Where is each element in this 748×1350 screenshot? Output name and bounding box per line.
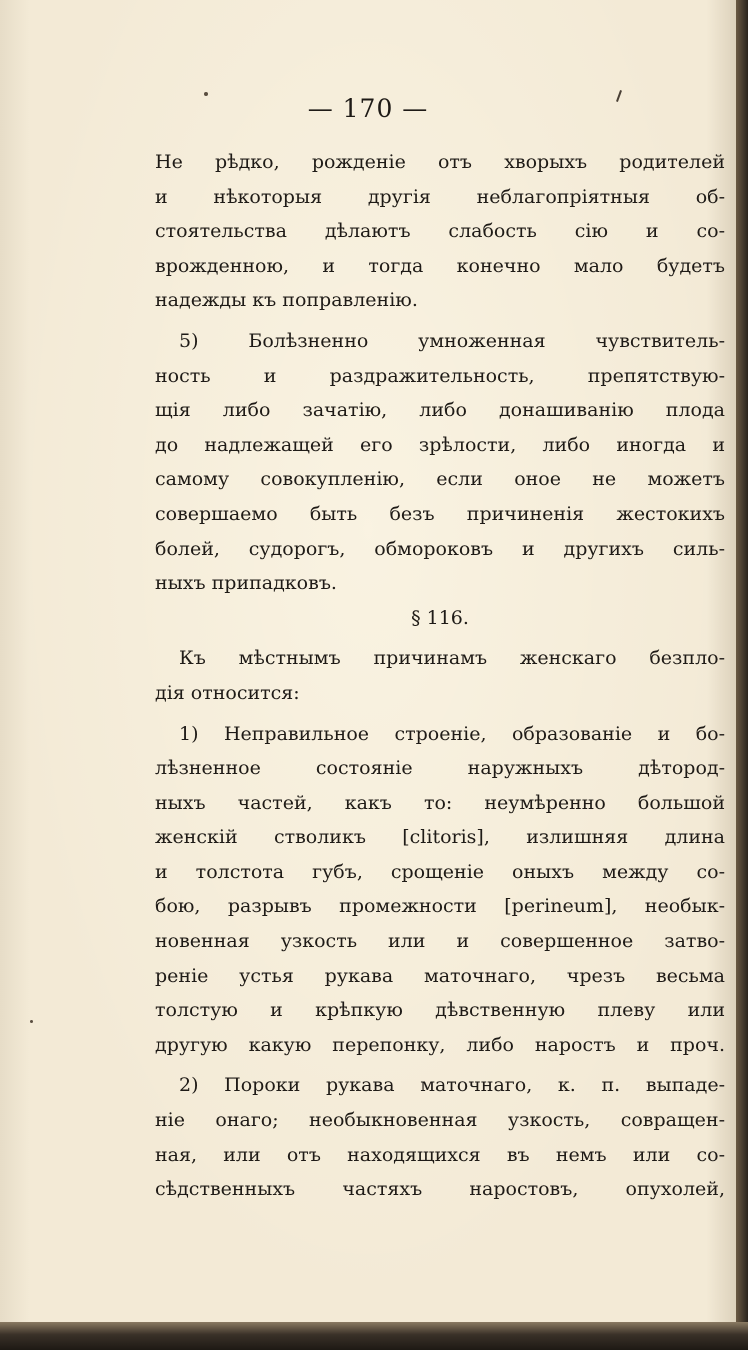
text-line: стоятельства дѣлаютъ слабость сію и со- xyxy=(155,220,725,243)
text-line: сѣдственныхъ частяхъ наростовъ, опухолей, xyxy=(155,1178,725,1201)
text-line: до надлежащей его зрѣлости, либо иногда и xyxy=(155,433,725,456)
text-line: толстую и крѣпкую дѣвственную плеву или xyxy=(155,999,725,1022)
text-line: ность и раздражительность, препятствую- xyxy=(155,364,725,387)
text-line: врожденною, и тогда конечно мало будетъ xyxy=(155,254,725,277)
text-line: болей, судорогъ, обмороковъ и другихъ силь- xyxy=(155,537,725,560)
text-line: женскій стволикъ [clitoris], излишняя длина xyxy=(155,826,725,849)
text-line: и толстота губъ, срощеніе оныхъ между со- xyxy=(155,860,725,883)
text-line: лѣзненное состояніе наружныхъ дѣтород- xyxy=(155,757,725,780)
text-line: Не рѣдко, рожденіе отъ хворыхъ родителей xyxy=(155,151,725,173)
text-line: реніе устья рукава маточнаго, чрезъ весьма xyxy=(155,964,725,987)
text-line: 1) Неправильное строеніе, образованіе и бо- xyxy=(179,722,725,745)
text-line: другую какую перепонку, либо наростъ и проч. xyxy=(155,1033,725,1056)
text-line: бою, разрывъ промежности [perineum], необык- xyxy=(155,895,725,918)
text-line: новенная узкость или и совершенное затво- xyxy=(155,930,725,953)
ink-speck xyxy=(30,1020,33,1023)
page-edge-shadow xyxy=(736,0,748,1350)
body-text xyxy=(155,145,725,1207)
text-line: 5) Болѣзненно умноженная чувствитель- xyxy=(179,329,725,352)
book-bottom-edge xyxy=(0,1322,748,1350)
text-line: дія относится: xyxy=(155,681,300,704)
text-line: щія либо зачатію, либо донашиванію плода xyxy=(155,399,725,422)
text-line: 2) Пороки рукава маточнаго, к. п. выпаде- xyxy=(179,1074,725,1097)
text-line: совершаемо быть безъ причиненія жестокихъ xyxy=(155,502,725,525)
ink-speck xyxy=(204,92,208,96)
page-number: — 170 — xyxy=(307,94,429,123)
text-line: самому совокупленію, если оное не можетъ xyxy=(155,468,725,491)
section-heading: § 116. xyxy=(411,606,469,629)
text-line: ная, или отъ находящихся въ немъ или со- xyxy=(155,1143,725,1166)
text-line: ныхъ частей, какъ то: неумѣренно большой xyxy=(155,791,725,814)
text-line: Къ мѣстнымъ причинамъ женскаго безпло- xyxy=(179,647,725,670)
text-line: и нѣкоторыя другія неблагопріятныя об- xyxy=(155,185,725,208)
text-line: ніе онаго; необыкновенная узкость, совращен- xyxy=(155,1109,725,1132)
text-line: ныхъ припадковъ. xyxy=(155,572,337,595)
text-line: надежды къ поправленію. xyxy=(155,289,418,312)
